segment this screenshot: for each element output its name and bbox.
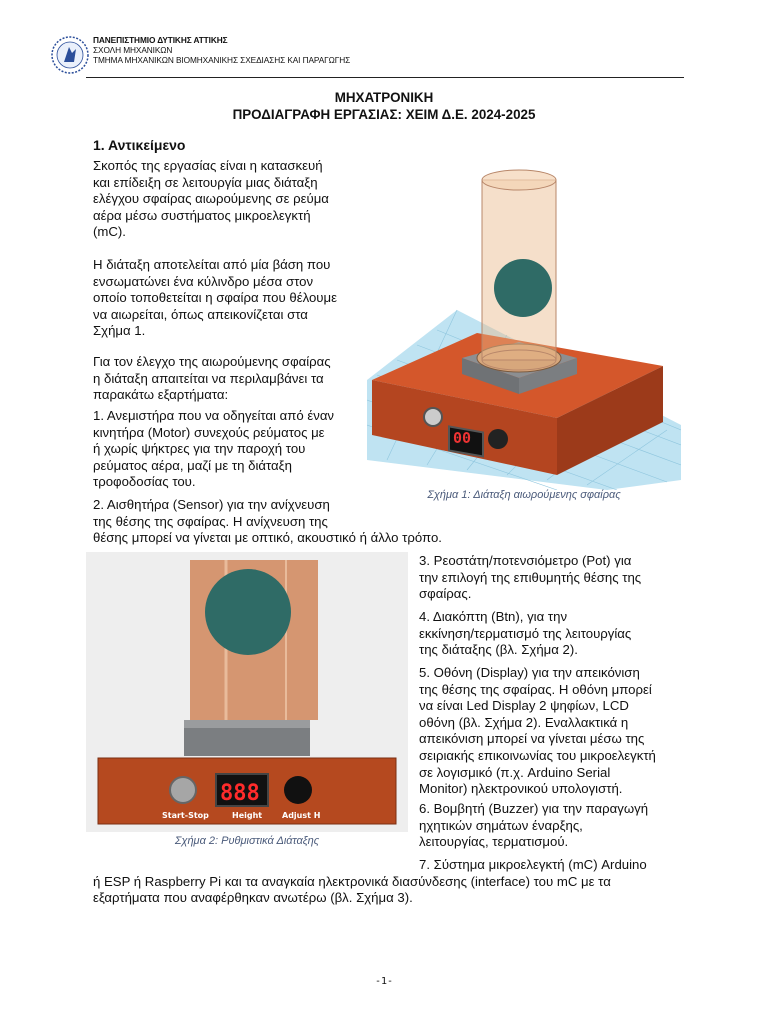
figure-2-caption: Σχήμα 2: Ρυθμιστικά Διάταξης <box>174 835 320 847</box>
list-item-6 <box>419 801 699 851</box>
document-subtitle: ΠΡΟΔΙΑΓΡΑΦΗ ΕΡΓΑΣΙΑΣ: ΧΕΙΜ Δ.Ε. 2024-2025 <box>232 107 536 122</box>
figure-2 <box>86 552 408 832</box>
item5-line: να είναι Led Display 2 ψηφίων, LCD <box>419 698 629 714</box>
item3-line: σφαίρας. <box>419 586 472 602</box>
figure-1-caption: Σχήμα 1: Διάταξη αιωρούμενης σφαίρας <box>427 489 621 501</box>
item6-line: 6. Βομβητή (Buzzer) για την παραγωγή <box>419 801 649 816</box>
item3-line: την επιλογή της επιθυμητής θέσης της <box>419 569 642 585</box>
p1-line: Σκοπός της εργασίας είναι η κατασκευή <box>93 158 323 173</box>
item1-line: τροφοδοσίας του. <box>93 474 196 490</box>
item6-line: ηχητικών σημάτων έναρξης, <box>419 817 583 833</box>
header-department: ΤΜΗΜΑ ΜΗΧΑΝΙΚΩΝ ΒΙΟΜΗΧΑΝΙΚΗΣ ΣΧΕΔΙΑΣΗΣ ΚΑΙ ΠΑΡΑΓΩΓΗΣ <box>93 55 351 65</box>
p1-line: και επίδειξη σε λειτουργία μιας διάταξη <box>93 174 318 190</box>
item5-line: Monitor) ηλεκτρονικού υπολογιστή. <box>419 781 623 797</box>
item5-line: οθόνη (βλ. Σχήμα 2). Εναλλακτικά η <box>419 714 629 730</box>
item4-line: της διάταξης (βλ. Σχήμα 2). <box>419 642 578 658</box>
list-item-5 <box>419 665 699 798</box>
university-logo <box>50 35 90 75</box>
item6-line: λειτουργίας, τερματισμού. <box>419 834 569 850</box>
item7-line: ή ESP ή Raspberry Pi και τα αναγκαία ηλεκτρονικά διασύνδεσης (interface) του mC με τα <box>93 873 611 889</box>
levitation-device-illustration <box>367 160 681 490</box>
p1-line: αέρα μέσω συστήματος μικροελεγκτή <box>93 207 311 223</box>
fig2-label-height: Height <box>232 811 263 820</box>
list-item-7 <box>93 857 693 907</box>
item7-line: 7. Σύστημα μικροελεγκτή (mC) Arduino <box>419 857 647 872</box>
header-university: ΠΑΝΕΠΙΣΤΗΜΙΟ ΔΥΤΙΚΗΣ ΑΤΤΙΚΗΣ <box>93 35 228 45</box>
item5-line: απεικόνιση μπορεί να γίνεται μέσω της <box>419 731 645 747</box>
list-item-4 <box>419 609 699 659</box>
item5-line: σειριακής επικοινωνίας του μικροελεγκτή <box>419 747 656 763</box>
item2-line: 2. Αισθητήρα (Sensor) για την ανίχνευση <box>93 497 330 512</box>
p2-line: οποίο τοποθετείται η σφαίρα που θέλουμε <box>93 290 337 306</box>
ball <box>494 259 552 317</box>
p2-line: να αιωρείται, όπως απεικονίζεται στα <box>93 306 308 322</box>
header-school: ΣΧΟΛΗ ΜΗΧΑΝΙΚΩΝ <box>93 45 173 55</box>
item4-line: εκκίνηση/τερματισμό της λειτουργίας <box>419 625 632 641</box>
fig2-label-start: Start-Stop <box>162 811 209 820</box>
paragraph-3 <box>93 354 368 404</box>
item1-line: κινητήρα (Motor) συνεχούς ρεύματος με <box>93 424 325 440</box>
p2-line: Σχήμα 1. <box>93 323 146 339</box>
p2-line: ενσωματώνει ένα κύλινδρο μέσα στον <box>93 273 314 289</box>
document-title: ΜΗΧΑΤΡΟΝΙΚΗ <box>334 90 434 105</box>
controls-closeup-illustration <box>86 552 408 832</box>
fig2-display-text: 888 <box>220 781 260 806</box>
item1-line: ρεύματος αέρα, μαζί με τη διάταξη <box>93 457 292 473</box>
item5-line: σε λογισμικό (π.χ. Arduino Serial <box>419 764 611 780</box>
section-heading: 1. Αντικείμενο <box>93 137 186 153</box>
p1-line: ελέγχου σφαίρας αιωρούμενης σε ρεύμα <box>93 191 329 207</box>
fig1-display-text: 00 <box>453 429 472 447</box>
p3-line: παρακάτω εξαρτήματα: <box>93 387 229 403</box>
fig2-label-adjust: Adjust H <box>282 811 321 820</box>
list-item-2 <box>93 497 513 547</box>
ball-closeup <box>205 569 291 655</box>
header <box>50 33 690 78</box>
p3-line: Για τον έλεγχο της αιωρούμενης σφαίρας <box>93 354 331 369</box>
item5-line: 5. Οθόνη (Display) για την απεικόνιση <box>419 665 640 680</box>
list-item-3 <box>419 553 699 603</box>
item1-line: ή χωρίς ψήκτρες για την παροχή του <box>93 441 306 457</box>
item4-line: 4. Διακόπτη (Btn), για την <box>419 609 568 624</box>
item1-line: 1. Ανεμιστήρα που να οδηγείται από έναν <box>93 408 335 423</box>
page-number: -1- <box>374 976 394 987</box>
item7-line: εξαρτήματα που αναφέρθηκαν ανωτέρω (βλ. Σχήμα 3). <box>93 890 413 906</box>
figure-1 <box>367 160 681 490</box>
list-item-1 <box>93 408 373 491</box>
p1-line: (mC). <box>93 224 126 240</box>
item5-line: της θέσης της σφαίρας. Η οθόνη μπορεί <box>419 681 652 697</box>
paragraph-2 <box>93 257 368 340</box>
p3-line: η διάταξη απαιτείται να περιλαμβάνει τα <box>93 370 324 386</box>
header-divider <box>86 77 684 78</box>
paragraph-1 <box>93 158 368 241</box>
item3-line: 3. Ρεοστάτη/ποτενσιόμετρο (Pot) για <box>419 553 632 568</box>
p2-line: Η διάταξη αποτελείται από μία βάση που <box>93 257 331 272</box>
item2-line: της θέσης της σφαίρας. Η ανίχνευση της <box>93 513 328 529</box>
item2-line: θέσης μπορεί να γίνεται με οπτικό, ακουστικό ή άλλο τρόπο. <box>93 530 442 546</box>
